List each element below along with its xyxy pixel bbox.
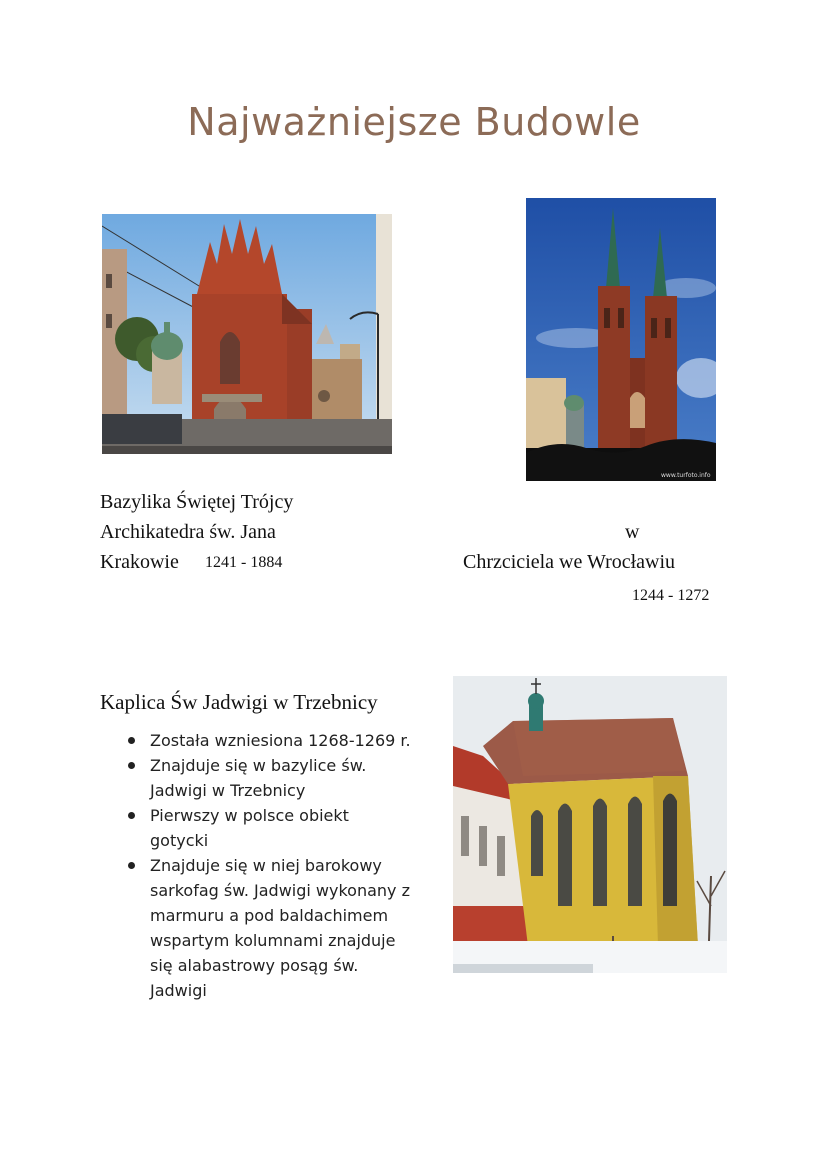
bullet-icon (128, 762, 135, 769)
bullet-icon (128, 737, 135, 744)
cathedral-name-line1: Archikatedra św. Jana (100, 521, 276, 543)
bullet-icon (128, 812, 135, 819)
trinity-basilica-photo (102, 214, 392, 454)
chapel-heading: Kaplica Św Jadwigi w Trzebnicy (100, 690, 378, 714)
trinity-place: Krakowie (100, 551, 179, 573)
wroclaw-cathedral-photo (526, 198, 716, 481)
chapel-photo (453, 676, 727, 973)
bullet-icon (128, 862, 135, 869)
trinity-name: Bazylika Świętej Trójcy (100, 491, 294, 513)
page-title: Najważniejsze Budowle (187, 100, 641, 144)
cathedral-dates: 1244 - 1272 (632, 587, 710, 604)
list-item: Pierwszy w polsce obiekt gotycki (128, 803, 438, 853)
photo-watermark: www.turfoto.info (661, 472, 711, 479)
list-item: Została wzniesiona 1268-1269 r. (128, 728, 438, 753)
chapel-facts-list (128, 728, 438, 1003)
cathedral-name-line2: Chrzciciela we Wrocławiu (463, 551, 676, 573)
connector-word: w (625, 521, 640, 543)
trinity-dates: 1241 - 1884 (205, 554, 283, 571)
list-item: Znajduje się w bazylice św. Jadwigi w Trzebnicy (128, 753, 438, 803)
list-item: Znajduje się w niej barokowy sarkofag św. Jadwigi wykonany z marmuru a pod baldachimem wspartym kolumnami znajduje się alabastrowy posąg św. Jadwigi (128, 853, 438, 1003)
